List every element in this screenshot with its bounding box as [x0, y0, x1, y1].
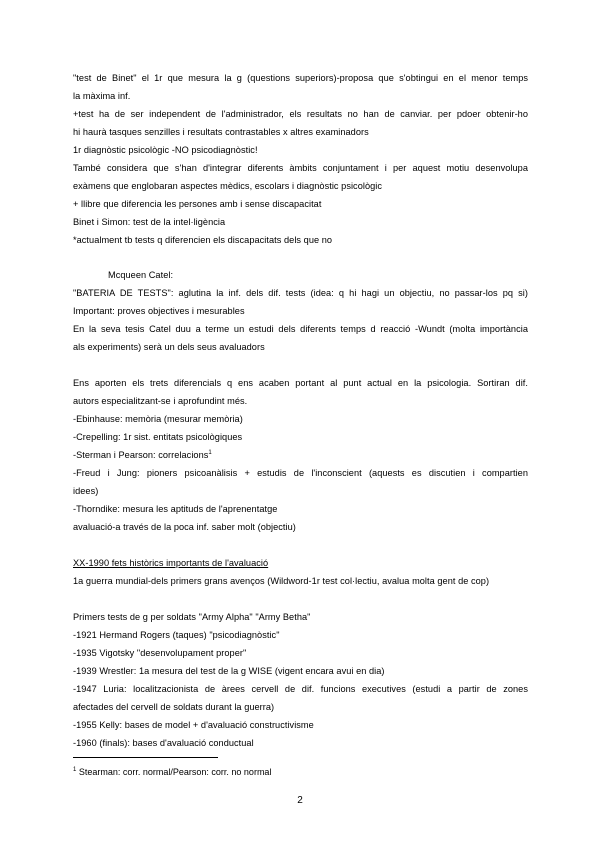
text-line: -1935 Vigotsky "desenvolupament proper"	[73, 648, 247, 658]
text-line: En la seva tesis Catel duu a terme un estudi dels diferents temps d reacció -Wundt (molta importància	[73, 324, 528, 334]
text-line: avaluació-a través de la poca inf. saber molt (objectiu)	[73, 522, 296, 532]
text-line: -Ebinhause: memòria (mesurar memòria)	[73, 414, 243, 424]
section-heading: XX-1990 fets històrics importants de l'avaluació	[73, 558, 269, 568]
text-line: "BATERIA DE TESTS": aglutina la inf. dels dif. tests (idea: q hi hagi un objectiu, no passar-los pq si)	[73, 288, 528, 298]
text-line: + llibre que diferencia les persones amb i sense discapacitat	[73, 199, 322, 209]
text-line: 1r diagnòstic psicològic -NO psicodiagnòstic!	[73, 145, 258, 155]
footnote-text: Stearman: corr. normal/Pearson: corr. no normal	[78, 767, 272, 777]
text-line: 1a guerra mundial-dels primers grans avenços (Wildword-1r test col·lectiu, avalua molta gent de cop)	[73, 576, 490, 586]
text-line: Ens aporten els trets diferencials q ens acaben portant al punt actual en la psicologia. Sortiran dif.	[73, 378, 528, 388]
text-line: afectades del cervell de soldats durant la guerra)	[73, 702, 275, 712]
text-line: -Crepelling: 1r sist. entitats psicològiques	[73, 432, 243, 442]
text-line: exàmens que englobaran aspectes mèdics, escolars i diagnòstic psicològic	[73, 181, 382, 191]
footnote	[73, 766, 271, 778]
text-line: -1939 Wrestler: 1a mesura del test de la g WISE (vigent encara avui en dia)	[73, 666, 385, 676]
text-line: -1947 Luria: localitzacionista de àrees cervell de dif. funcions executives (estudi a partir de zones	[73, 684, 528, 694]
section-heading: Mcqueen Catel:	[108, 270, 174, 280]
text-line: -1955 Kelly: bases de model + d'avaluació constructivisme	[73, 720, 314, 730]
text-line: *actualment tb tests q diferencien els discapacitats dels que no	[73, 235, 333, 245]
text-line: -1921 Hermand Rogers (taques) "psicodiagnòstic"	[73, 630, 280, 640]
page-number: 2	[297, 795, 303, 806]
text-line: idees)	[73, 486, 99, 496]
footnote-reference[interactable]: 1	[208, 450, 212, 456]
text-line: -1960 (finals): bases d'avaluació conductual	[73, 738, 254, 748]
text-line: -Thorndike: mesura les aptituds de l'aprenentatge	[73, 504, 278, 514]
footnote-mark: 1	[73, 767, 77, 773]
text-line: +test ha de ser independent de l'administrador, els resultats no han de canviar. per pdoer obtenir-ho	[73, 109, 528, 119]
text-line	[73, 449, 528, 461]
text-line: Primers tests de g per soldats "Army Alpha" "Army Betha"	[73, 612, 311, 622]
footnote-separator	[73, 757, 218, 758]
text-line: als experiments) serà un dels seus avaluadors	[73, 342, 265, 352]
text-line: autors especialitzant-se i aprofundint més.	[73, 396, 248, 406]
text-line: Binet i Simon: test de la intel·ligència	[73, 217, 226, 227]
text-line: "test de Binet" el 1r que mesura la g (questions superiors)-proposa que s'obtingui en el menor temps	[73, 73, 528, 83]
text-line: -Freud i Jung: pioners psicoanàlisis + estudis de l'inconscient (aquests es discutien i compartien	[73, 468, 528, 478]
text-line: la màxima inf.	[73, 91, 131, 101]
text-line: Important: proves objectives i mesurables	[73, 306, 245, 316]
line-text: -Sterman i Pearson: correlacions	[73, 450, 209, 460]
text-line: hi haurà tasques senzilles i resultats contrastables x altres examinadors	[73, 127, 369, 137]
text-line: També considera que s'han d'integrar diferents àmbits conjuntament i per aquest motiu desenvolupa	[73, 163, 528, 173]
